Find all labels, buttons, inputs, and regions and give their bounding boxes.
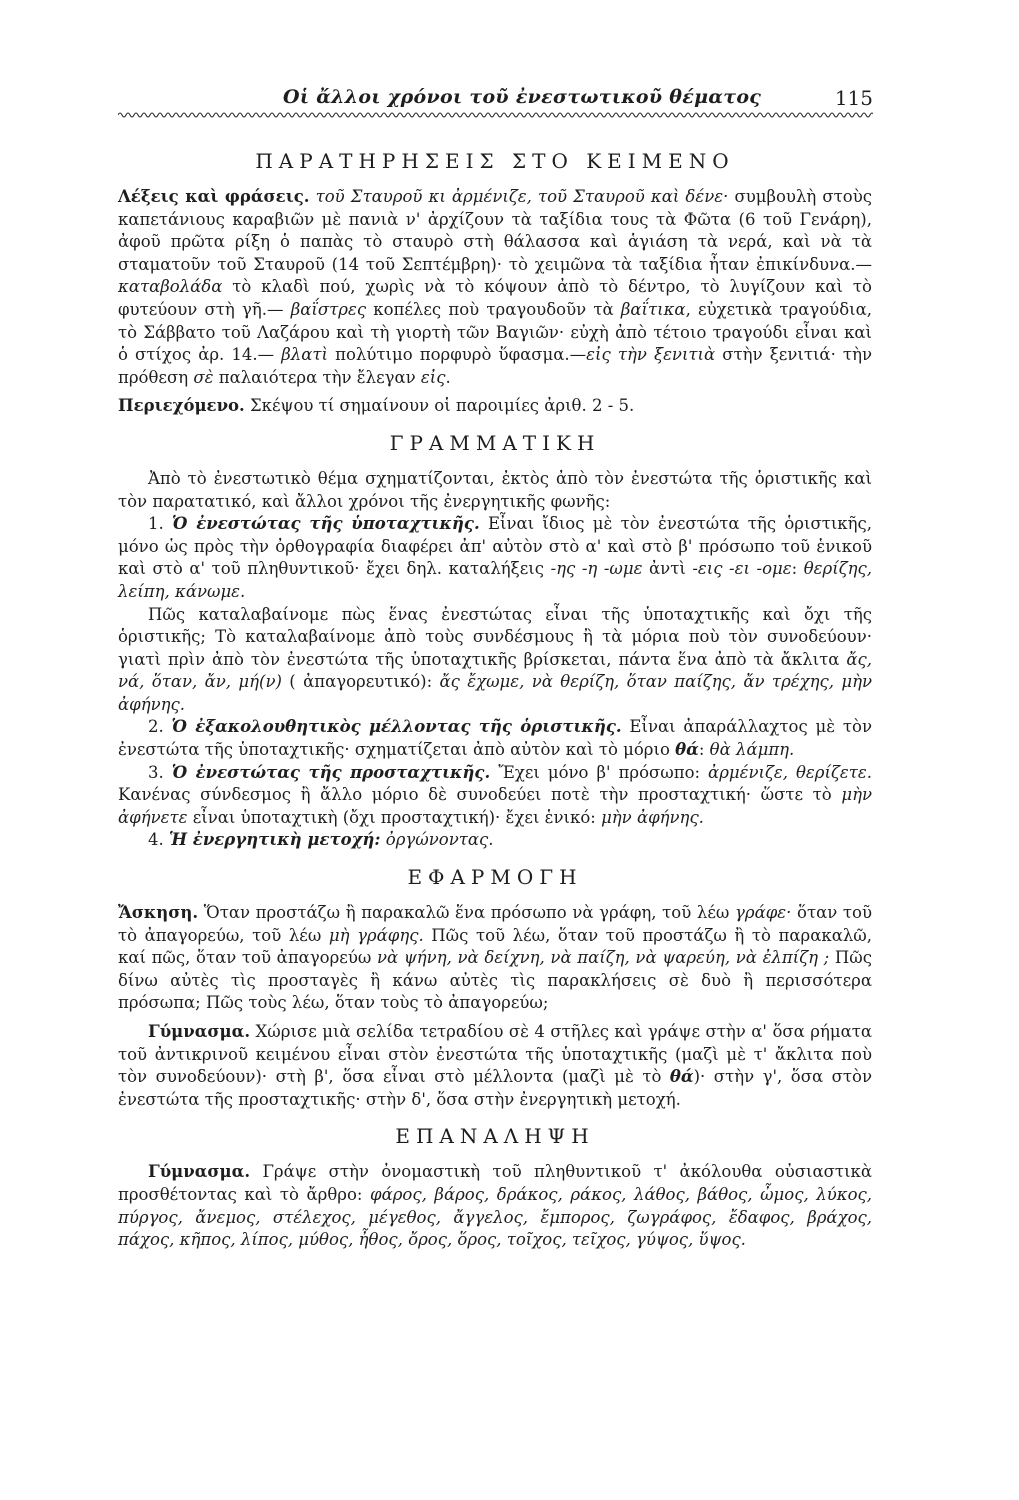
example: νὰ ψήνη, νὰ δείχνη, νὰ παίζη, νὰ ψαρεύη, νὰ ἐλπίζη ; <box>377 948 830 968</box>
drill-paragraph <box>118 1021 872 1111</box>
examples: θερίζης, λείπη, κάνωμε. <box>118 559 873 601</box>
grammar-item-1 <box>118 513 872 603</box>
example: ὀργώνοντας. <box>385 830 494 850</box>
term: τοῦ Σταυροῦ κι ἀρμένιζε, τοῦ Σταυροῦ καὶ δένε· <box>315 187 729 206</box>
words-text: . <box>445 367 451 387</box>
exercise-text: Ὅταν προστάζω ἢ παρακαλῶ ἕνα πρόσωπο νὰ γράφη, τοῦ λέω <box>198 903 736 923</box>
page-header <box>118 86 873 116</box>
drill-text: Γράψε στὴν ὀνομαστικὴ τοῦ πληθυντικοῦ τ' ἀκόλουθα οὐσιαστικὰ προσθέτοντας καὶ τὸ ἄρθρο: <box>118 1162 872 1204</box>
term: καταβολάδα <box>118 277 223 297</box>
examples: ἄς ἔχωμε, νὰ θερίζη, ὅταν παίζης, ἄν τρέχης, μὴν ἀφήνης. <box>118 672 872 714</box>
exercise-text: Πῶς τοῦ λέω, ὅταν τοῦ προστάζω ἢ τὸ παρακαλῶ, καί πῶς, ὅταν τοῦ ἀπαγορεύω <box>118 925 872 968</box>
page-body <box>118 148 872 1252</box>
words-label: Λέξεις καὶ φράσεις. <box>118 187 310 206</box>
grammar-heading: ΓΡΑΜΜΑΤΙΚΗ <box>389 430 601 455</box>
endings: -εις -ει -ομε <box>692 559 792 579</box>
words-text: στὴν ξενιτιά· τὴν πρόθεση <box>118 345 872 387</box>
example: μὴν ἀφήνετε <box>118 785 872 827</box>
drill-label: Γύμνασμα. <box>148 1162 251 1182</box>
item-text: : <box>791 559 804 579</box>
item-text: εἶναι ὑποταχτικὴ (ὄχι προσταχτική)· ἔχει ἑνικό: <box>187 807 602 827</box>
exercise-label: Ἄσκηση. <box>118 903 199 923</box>
exercise-paragraph <box>118 902 872 1015</box>
review-heading: ΕΠΑΝΑΛΗΨΗ <box>395 1124 595 1149</box>
term: εἰς <box>420 367 446 387</box>
drill-label: Γύμνασμα. <box>148 1022 251 1041</box>
examples: ἀρμένιζε, θερίζετε. <box>708 762 872 782</box>
running-title: Οἱ ἄλλοι χρόνοι τοῦ ἐνεστωτικοῦ θέματος <box>283 86 762 108</box>
words-text: συμβουλὴ στοὺς καπετάνιους καραβιῶν μὲ πανιὰ ν' ἀρχίζουν τὰ ταξίδια τους τὰ Φῶτα (6 τοῦ Γενάρη), ἀφοῦ πρῶτα ρίξη ὁ παπὰς τὸ σταυρὸ στὴ θάλασσα καὶ ἁγιάση τὰ νερά, καὶ νὰ τὰ σταματοῦν τοῦ Σταυροῦ (14 τοῦ Σεπτέμβρη)· τὸ χειμῶνα τὰ ταξίδια ἦταν ἐπικίνδυνα.— <box>118 187 873 274</box>
drill-text: )· στὴν γ', ὅσα στὸν ἐνεστώτα τῆς προσταχτικῆς· στὴν δ', ὅσα στὴν ἐνεργητικὴ μετοχή. <box>118 1067 872 1109</box>
words-text: παλαιότερα τὴν ἔλεγαν <box>213 367 421 387</box>
item-text: Εἶναι ἀπαράλλαχτος μὲ τὸν ἐνεστώτα τῆς ὑποταχτικῆς· σχηματίζεται ἀπὸ αὐτὸν καὶ τὸ μόριο <box>118 717 872 760</box>
words-and-phrases-paragraph <box>118 186 872 389</box>
item-text: Εἶναι ἴδιος μὲ τὸν ἐνεστώτα τῆς ὁριστικῆς, μόνο ὡς πρὸς τὴν ὀρθογραφία διαφέρει ἀπ' αὐτὸν στὸ α' καὶ στὸ β' πρόσωπο τοῦ ἑνικοῦ καὶ στὸ α' τοῦ πληθυντικοῦ· ἔχει δηλ. καταλήξεις <box>118 514 872 579</box>
item-text: ( ἀπαγορευτικό): <box>281 672 440 692</box>
grammar-intro: Ἀπὸ τὸ ἐνεστωτικὸ θέμα σχηματίζονται, ἐκτὸς ἀπὸ τὸν ἐνεστώτα τῆς ὁριστικῆς καὶ τὸν παρατατικό, καὶ ἄλλοι χρόνοι τῆς ἐνεργητικῆς φωνῆς: <box>118 468 872 511</box>
term: βαΐτικα <box>620 299 686 319</box>
item-number: 2. <box>148 717 172 737</box>
application-heading: ΕΦΑΡΜΟΓΗ <box>407 865 583 890</box>
wavy-rule <box>118 110 873 120</box>
content-paragraph <box>118 395 872 418</box>
item-text: ἀντὶ <box>642 559 693 579</box>
term: σὲ <box>193 367 214 387</box>
review-drill-paragraph <box>118 1161 872 1251</box>
item-number: 3. <box>148 762 172 782</box>
exercise-text: Πῶς δίνω αὐτὲς τὶς προσταγὲς ἢ κάνω αὐτὲς τὶς παρακλήσεις σὲ δυὸ ἢ περισσότερα πρόσωπα; Πῶς τοὺς λέω, ὅταν τοὺς τὸ ἀπαγορεύω; <box>118 948 872 1013</box>
example: γράφε· <box>735 903 792 923</box>
item-text: Πῶς καταλαβαίνομε πὼς ἕνας ἐνεστώτας εἶναι τῆς ὑποταχτικῆς καὶ ὄχι τῆς ὁριστικῆς; Τὸ καταλαβαίνομε ἀπὸ τοὺς συνδέσμους ἢ τὰ μόρια ποὺ τὸν συνοδεύουν· γιατὶ πρὶν ἀπὸ τὸν ἐνεστώτα τῆς ὑποταχτικῆς βρίσκεται, πάντα ἕνα ἀπὸ τὰ ἄκλιτα <box>118 604 872 669</box>
content-text: Σκέψου τί σημαίνουν οἱ παροιμίες ἀριθ. 2 - 5. <box>244 396 635 416</box>
drill-text: Χώρισε μιὰ σελίδα τετραδίου σὲ 4 στῆλες καὶ γράψε στὴν α' ὅσα ρήματα τοῦ ἀντικρινοῦ κειμένου εἶναι στὸν ἐνεστώτα τῆς ὑποταχτικῆς (μαζὶ μὲ τ' ἄκλιτα ποὺ τὸν συνοδεύουν)· στὴ β', ὅσα εἶναι στὸ μέλλοντα (μαζὶ μὲ τὸ <box>118 1022 872 1087</box>
example: μὴ γράφης. <box>328 925 424 945</box>
words-text: , εὐχετικὰ τραγούδια, τὸ Σάββατο τοῦ Λαζάρου καὶ τὴ γιορτὴ τῶν Βαγιῶν· εὐχὴ ἀπὸ τέτοιο τραγούδι εἶναι καὶ ὁ στίχος ἀρ. 14.— <box>118 299 873 365</box>
exercise-text: ὅταν τοῦ τὸ ἀπαγορεύω, τοῦ λέω <box>118 903 872 945</box>
grammar-item-3 <box>118 762 872 830</box>
grammar-item-2 <box>118 716 872 761</box>
term: βαΐστρες <box>290 299 367 319</box>
particle: θά <box>675 740 699 760</box>
term: εἰς τὴν ξενιτιὰ <box>586 345 716 365</box>
words-text: πολύτιμο πορφυρὸ ὕφασμα.— <box>328 345 587 365</box>
item-number: 1. <box>148 514 173 534</box>
item-number: 4. <box>148 830 169 850</box>
item-title: Ὁ ἐνεστώτας τῆς προσταχτικῆς. <box>171 762 491 782</box>
item-title: Ὁ ἐνεστώτας τῆς ὑποταχτικῆς. <box>172 514 480 534</box>
words-text: τὸ κλαδὶ πού, χωρὶς νὰ τὸ κόψουν ἀπὸ τὸ δέντρο, τὸ λυγίζουν καὶ τὸ φυτεύουν στὴ γῆ.— <box>118 277 872 319</box>
page-number: 115 <box>834 86 873 110</box>
item-title: Ἡ ἐνεργητικὴ μετοχή: <box>169 830 381 850</box>
term: βλατὶ <box>281 345 328 365</box>
example: μὴν ἀφήνης. <box>601 807 704 827</box>
particles: ἄς, νά, ὅταν, ἄν, μή(ν) <box>118 649 872 692</box>
item-text: Ἔχει μόνο β' πρόσωπο: <box>490 762 709 782</box>
item-text: : <box>698 740 710 760</box>
notes-heading: ΠΑΡΑΤΗΡΗΣΕΙΣ ΣΤΟ ΚΕΙΜΕΝΟ <box>255 149 735 173</box>
item-text: Κανένας σύνδεσμος ἢ ἄλλο μόριο δὲ συνοδεύει ποτὲ τὴν προσταχτική· ὥστε τὸ <box>118 785 842 805</box>
item-title: Ὁ ἐξακολουθητικὸς μέλλοντας τῆς ὁριστικῆς. <box>171 717 622 737</box>
grammar-item-1-para-2 <box>118 604 872 717</box>
example: θὰ λάμπη. <box>709 740 795 760</box>
words-text: κοπέλες ποὺ τραγουδοῦν τὰ <box>366 299 621 319</box>
word-list: φάρος, βάρος, δράκος, ράκος, λάθος, βάθος, ὦμος, λύκος, πύργος, ἄνεμος, στέλεχος, μέγεθος, ἄγγελος, ἔμπορος, ζωγράφος, ἔδαφος, βράχος, πάχος, κῆπος, λίπος, μύθος, ἦθος, ὄρος, ὅρος, τοῖχος, τεῖχος, γύψος, ὕψος. <box>118 1184 872 1250</box>
content-label: Περιεχόμενο. <box>118 396 245 416</box>
particle: θά <box>669 1067 694 1087</box>
endings: -ης -η -ωμε <box>550 559 643 579</box>
grammar-item-4 <box>118 829 872 852</box>
